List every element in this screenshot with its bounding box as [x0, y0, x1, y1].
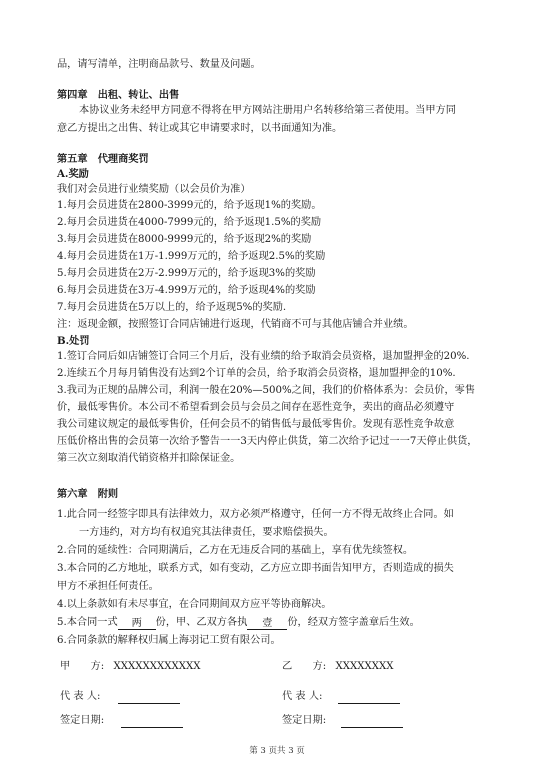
copies-each-field: 壹: [247, 617, 287, 630]
chapter4-paragraph-line: 意乙方提出之出售、转让或其它申请要求时，以书面通知为准。: [57, 123, 343, 134]
representative-signature-line: [118, 691, 180, 704]
penalty-section-title: B.处罚: [57, 335, 90, 347]
reward-note: 注：返现金额，按照签订合同店铺进行返现，代销商不可与其他店铺合并业绩。: [57, 319, 414, 330]
penalty-line: 2.连续五个月每月销售没有达到2个订单的会员，给予取消会员资格，退加盟押金的10%.: [57, 368, 456, 379]
intro-line: 品，请写清单，注明商品款号、数量及问题。: [57, 59, 261, 70]
party-b-value: XXXXXXXX: [335, 661, 394, 672]
reward-item: 7.每月会员进货在5万以上的，给予返现5%的奖励.: [57, 302, 287, 313]
representative-label: 代 表 人:: [282, 691, 323, 702]
page-footer: 第 3 页共 3 页: [249, 746, 305, 756]
penalty-line: 3.我司为正规的品牌公司，利润一般在20%—500%之间，我们的价格体系为：会员价，零售: [57, 385, 476, 396]
copies-text-pre: 5.本合同一式: [57, 617, 118, 628]
penalty-line: 价，最低零售价。本公司不希望看到会员与会员之间存在恶性竞争，卖出的商品必须遵守: [57, 402, 455, 413]
reward-item: 1.每月会员进货在2800-3999元的，给予返现1%的奖励。: [57, 200, 322, 211]
representative-label: 代 表 人:: [60, 691, 101, 702]
appendix-line: 甲方不承担任何责任。: [57, 581, 159, 592]
appendix-line: 1.此合同一经签字即具有法律效力，双方必须严格遵守，任何一方不得无故终止合同。如: [57, 509, 454, 520]
sign-date-line: [341, 715, 403, 728]
penalty-line: 我公司建议规定的最低零售价，任何会员不的销售低与最低零售价。发现有恶性竞争故意: [57, 419, 455, 430]
penalty-line: 1.签订合同后如店铺签订合同三个月后，没有业绩的给予取消会员资格，退加盟押金的20%.: [57, 351, 470, 362]
reward-intro: 我们对会员进行业绩奖励（以会员价为准）: [57, 184, 251, 195]
party-a-sign-date: [60, 714, 183, 728]
appendix-copies-line: [57, 616, 420, 630]
appendix-line: 4.以上条款如有未尽事宜，在合同期间双方应平等协商解决。: [57, 599, 332, 610]
party-a-value: XXXXXXXXXXXX: [113, 661, 201, 672]
penalty-line: 压低价格出售的会员第一次给予警告一一3天内停止供货，第二次给予记过一一7天停止供货，: [57, 436, 478, 447]
reward-item: 3.每月会员进货在8000-9999元的，给予返现2%的奖励: [57, 234, 312, 245]
reward-item: 5.每月会员进货在2万-2.999万元的，给予返现3%的奖励: [57, 268, 316, 279]
appendix-line: 3.本合同的乙方地址，联系方式，如有变动，乙方应立即书面告知甲方，否则造成的损失: [57, 563, 454, 574]
copies-total-field: 两: [118, 617, 156, 630]
reward-item: 6.每月会员进货在3万-4.999万元的，给予返现4%的奖励: [57, 285, 316, 296]
reward-item: 4.每月会员进货在1万-1.999万元的，给予返现2.5%的奖励: [57, 251, 326, 262]
party-b-label: 乙 方:: [282, 661, 327, 672]
party-a-label: 甲 方:: [60, 661, 105, 672]
party-a-representative: [60, 690, 180, 704]
representative-signature-line: [338, 691, 400, 704]
sign-date-label: 签定日期:: [60, 715, 105, 726]
appendix-line: 6.合同条款的解释权归属上海羽记工贸有限公司。: [57, 635, 281, 646]
sign-date-line: [121, 715, 183, 728]
party-b-sign-date: [282, 714, 403, 728]
penalty-line: 第三次立刻取消代销资格并扣除保证金。: [57, 453, 241, 464]
sign-date-label: 签定日期:: [282, 715, 327, 726]
chapter5-title: 第五章 代理商奖罚: [57, 153, 149, 165]
reward-item: 2.每月会员进货在4000-7999元的，给予返现1.5%的奖励: [57, 217, 322, 228]
copies-text-post: 份，经双方签字盖章后生效。: [287, 617, 420, 628]
reward-section-title: A.奖励: [57, 168, 89, 180]
chapter4-paragraph-line: 本协议业务未经甲方同意不得将在甲方网站注册用户名转移给第三者使用。当甲方同: [79, 105, 456, 116]
party-b: [282, 660, 393, 674]
party-b-representative: [282, 690, 400, 704]
chapter4-title: 第四章 出租、转让、出售: [57, 89, 180, 101]
appendix-line: 2.合同的延续性：合同期满后，乙方在无违反合同的基础上，享有优先续签权。: [57, 545, 414, 556]
party-a: [60, 660, 200, 674]
chapter6-title: 第六章 附则: [57, 488, 119, 500]
copies-text-mid: 份，甲、乙双方各执: [155, 617, 248, 628]
appendix-line: 一方违约，对方均有权追究其法律责任，要求赔偿损失。: [79, 527, 334, 538]
